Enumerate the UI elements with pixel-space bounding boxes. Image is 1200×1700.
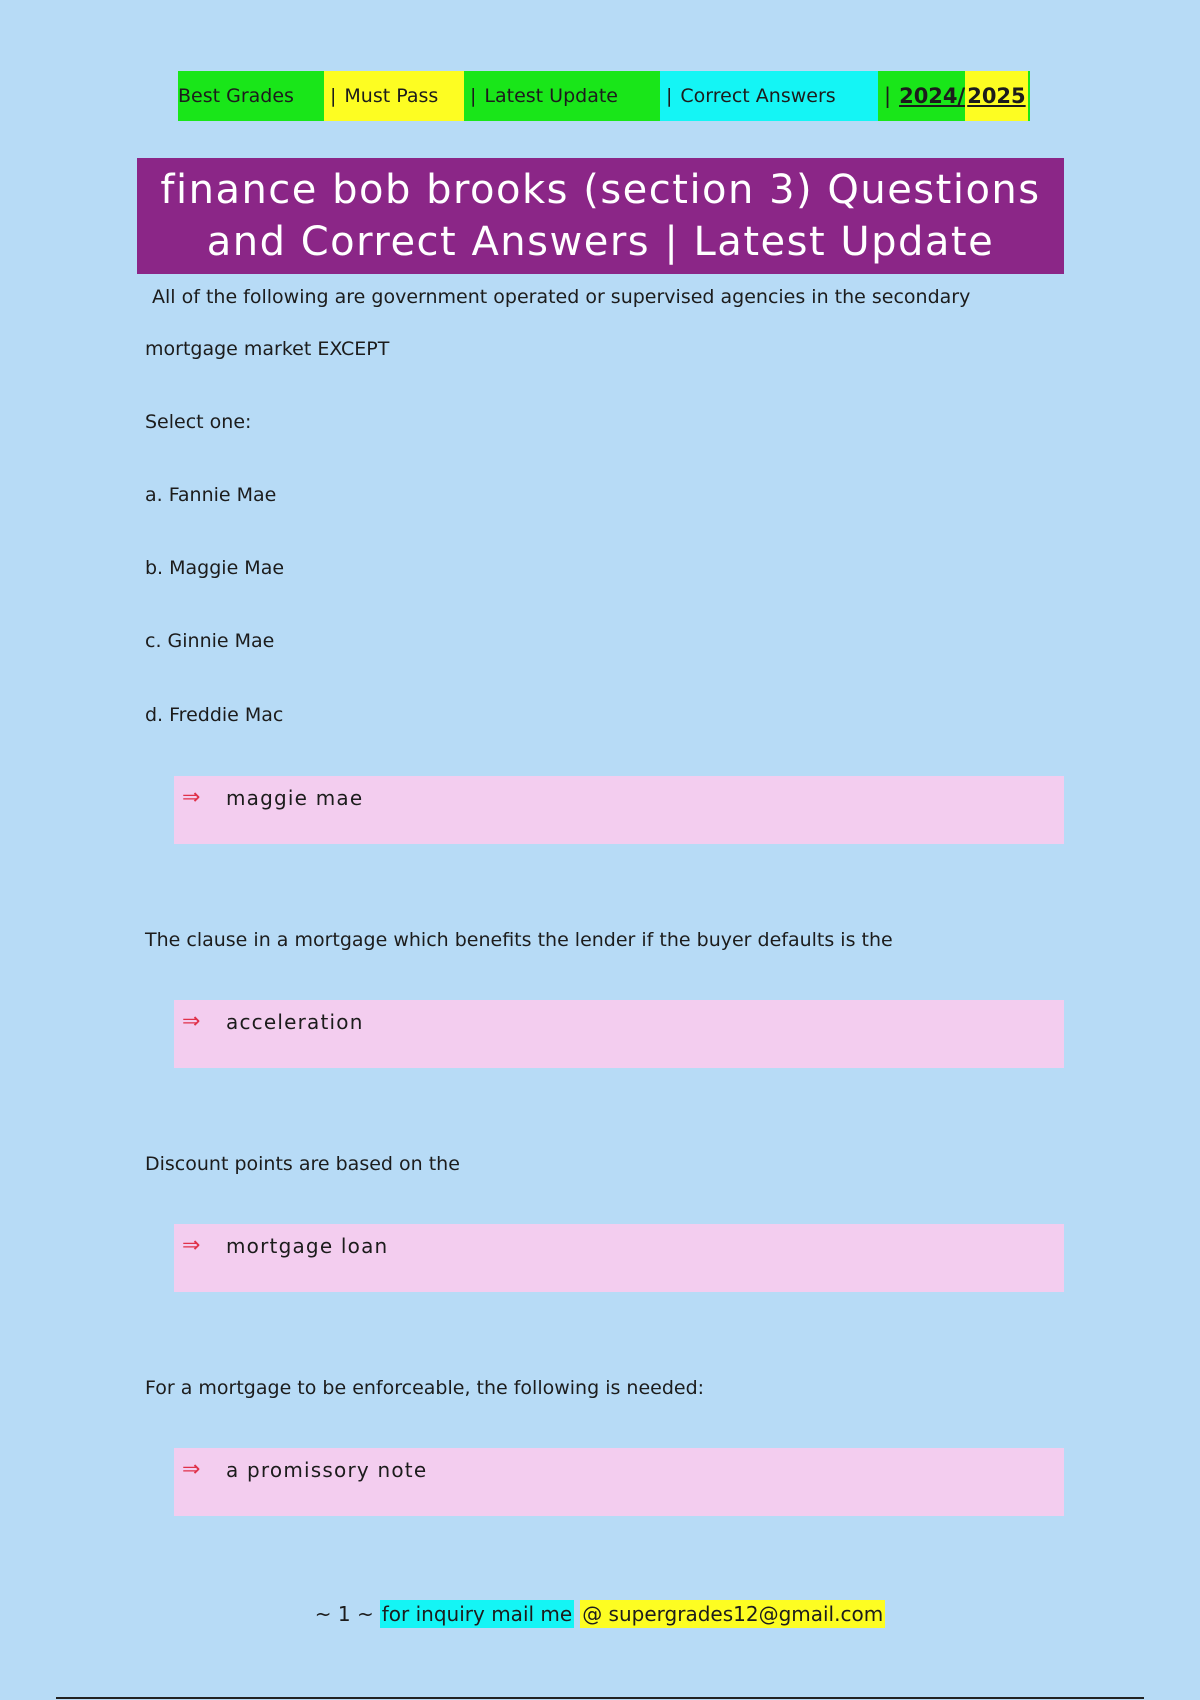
answer-text: mortgage loan (226, 1234, 389, 1258)
question-1-option-b: b. Maggie Mae (145, 557, 285, 579)
right-arrow-icon: ⇒ (182, 1009, 202, 1034)
question-1-option-d: d. Freddie Mac (145, 704, 284, 726)
question-1-line-2: mortgage market EXCEPT (145, 338, 390, 360)
answer-box (174, 1000, 1064, 1068)
right-arrow-icon: ⇒ (182, 1457, 202, 1482)
tag-best-grades (178, 71, 324, 121)
question-1-option-a: a. Fannie Mae (145, 484, 277, 506)
question-2-text: The clause in a mortgage which benefits the lender if the buyer defaults is the (145, 929, 893, 951)
page-number: ~ 1 ~ (314, 1602, 374, 1626)
tag-latest-update-label: Latest Update (484, 85, 618, 107)
page-footer (0, 1600, 1200, 1628)
right-arrow-icon: ⇒ (182, 1233, 202, 1258)
tag-separator: | (470, 85, 477, 107)
question-1-select-prompt: Select one: (145, 411, 252, 433)
question-1-line-1: All of the following are government operated or supervised agencies in the secondary (152, 286, 971, 308)
tag-must-pass (324, 71, 464, 121)
tag-must-pass-label: Must Pass (344, 85, 439, 107)
tag-separator: | (666, 85, 673, 107)
answer-box (174, 776, 1064, 844)
tag-correct-answers (660, 71, 878, 121)
document-title-text: finance bob brooks (section 3) Questions and Correct Answers | Latest Update (160, 167, 1041, 265)
tag-correct-answers-label: Correct Answers (680, 85, 836, 107)
document-title (137, 158, 1064, 274)
tag-latest-update (464, 71, 660, 121)
tag-year-end: 2025 (965, 71, 1027, 121)
question-3-text: Discount points are based on the (145, 1153, 460, 1175)
header-tag-bar (178, 71, 1030, 121)
answer-text: maggie mae (226, 786, 364, 810)
right-arrow-icon: ⇒ (182, 785, 202, 810)
tag-separator: | (330, 85, 337, 107)
answer-text: a promissory note (226, 1458, 428, 1482)
tag-separator: | (884, 84, 892, 108)
inquiry-label: for inquiry mail me (381, 1602, 573, 1626)
tag-best-grades-label: Best Grades (178, 85, 294, 107)
question-1-option-c: c. Ginnie Mae (145, 630, 275, 652)
question-4-text: For a mortgage to be enforceable, the following is needed: (145, 1377, 705, 1399)
answer-box (174, 1224, 1064, 1292)
contact-email[interactable]: @ supergrades12@gmail.com (582, 1602, 884, 1626)
tag-year-start: 2024/ (899, 84, 966, 108)
answer-box (174, 1448, 1064, 1516)
footer-divider (56, 1697, 1144, 1699)
answer-text: acceleration (226, 1010, 364, 1034)
tag-year (878, 71, 1030, 121)
